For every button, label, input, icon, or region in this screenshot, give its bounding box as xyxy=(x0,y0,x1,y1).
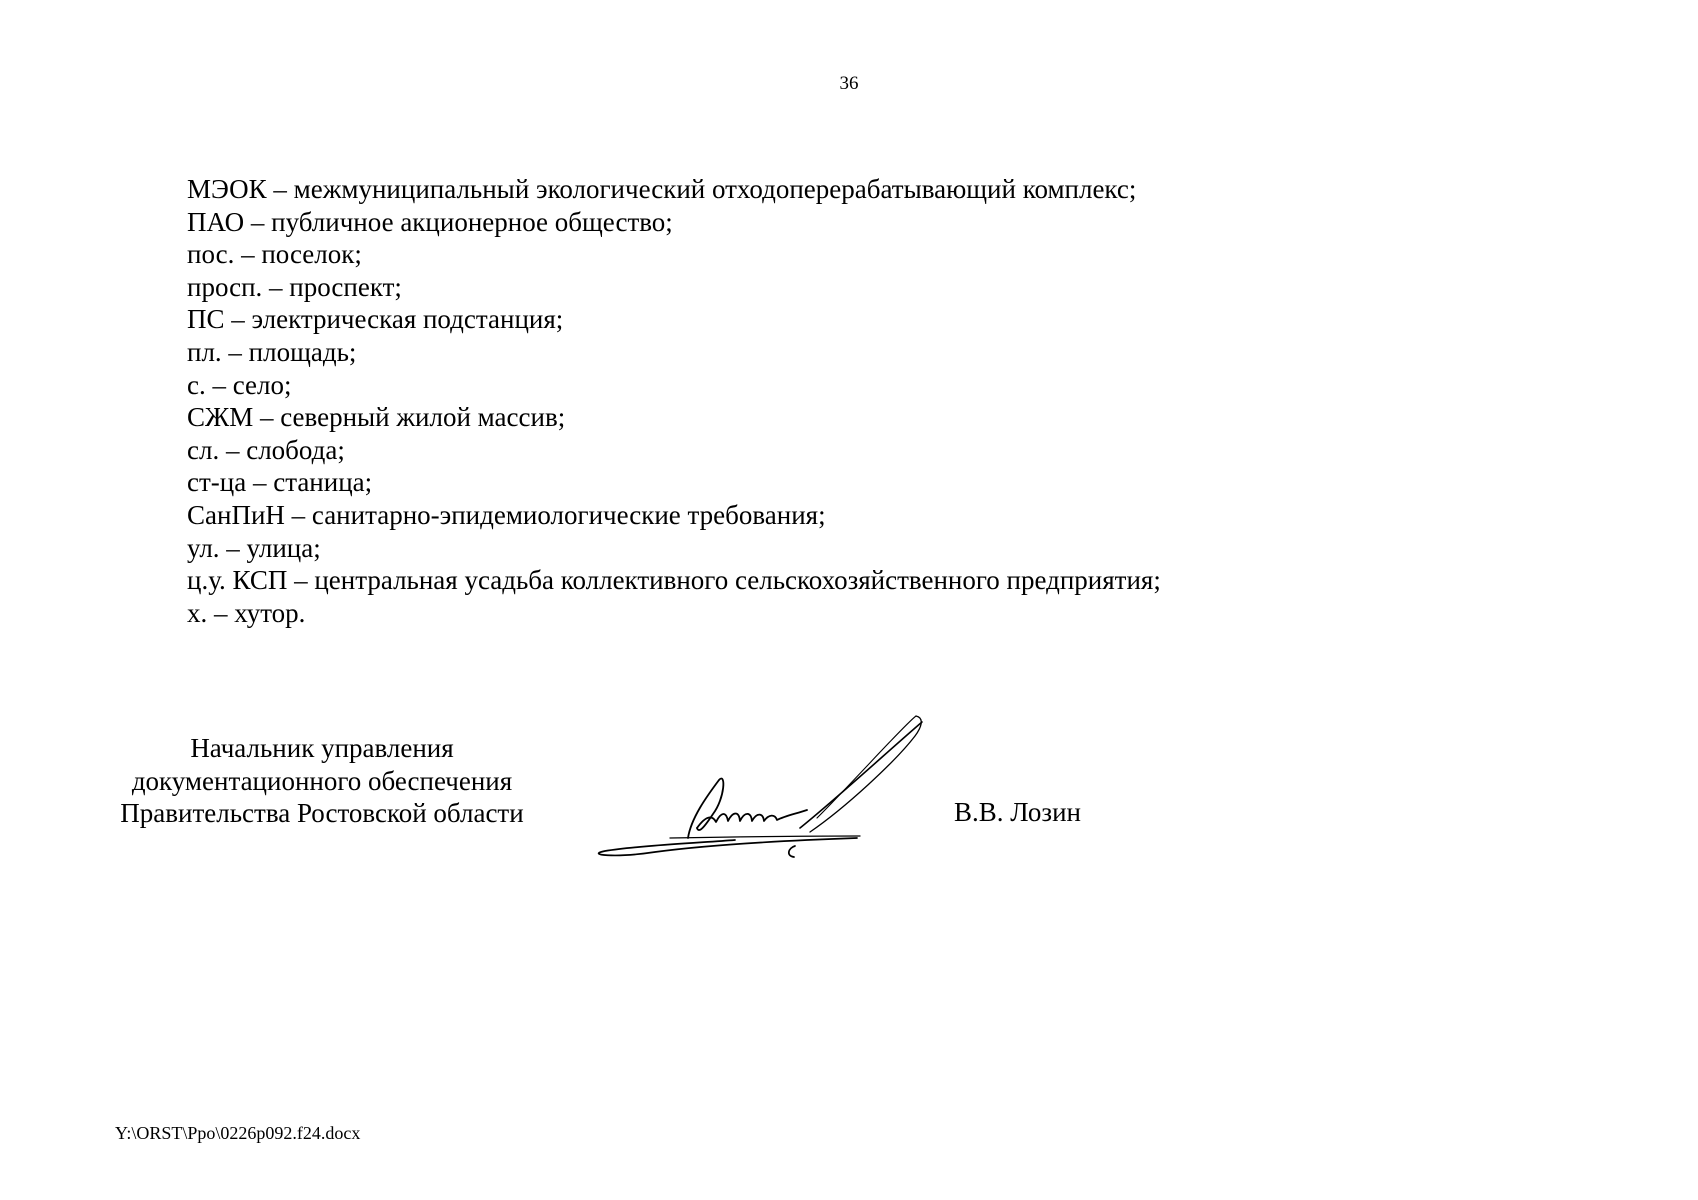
abbreviation-item: х. – хутор. xyxy=(187,597,306,628)
abbreviation-item: просп. – проспект; xyxy=(187,271,402,302)
abbreviation-item: ул. – улица; xyxy=(187,532,321,563)
handwritten-signature xyxy=(595,710,925,860)
signatory-title-line: документационного обеспечения xyxy=(131,765,513,796)
abbreviation-item: ц.у. КСП – центральная усадьба коллективного сельскохозяйственного предприятия; xyxy=(187,565,1161,596)
abbreviation-item: пос. – поселок; xyxy=(187,239,362,270)
abbreviation-item: ПАО – публичное акционерное общество; xyxy=(187,206,673,237)
abbreviation-item: пл. – площадь; xyxy=(187,336,357,367)
file-path-footer: Y:\ORST\Ppo\0226p092.f24.docx xyxy=(115,1123,361,1143)
abbreviation-list xyxy=(187,173,1161,629)
abbreviation-item: ПС – электрическая подстанция; xyxy=(187,304,564,335)
abbreviation-item: СЖМ – северный жилой массив; xyxy=(187,402,566,433)
signatory-name: В.В. Лозин xyxy=(954,797,1081,827)
signatory-title xyxy=(110,732,534,830)
signatory-title-line: Начальник управления xyxy=(190,733,454,763)
abbreviation-item: МЭОК – межмуниципальный экологический отходоперерабатывающий комплекс; xyxy=(187,174,1137,204)
signatory-title-line: Правительства Ростовской области xyxy=(120,798,524,829)
abbreviation-item: сл. – слобода; xyxy=(187,434,345,465)
abbreviation-item: СанПиН – санитарно-эпидемиологические требования; xyxy=(187,499,826,530)
abbreviation-item: с. – село; xyxy=(187,369,292,400)
page-number: 36 xyxy=(839,73,859,94)
abbreviation-item: ст-ца – станица; xyxy=(187,467,373,498)
